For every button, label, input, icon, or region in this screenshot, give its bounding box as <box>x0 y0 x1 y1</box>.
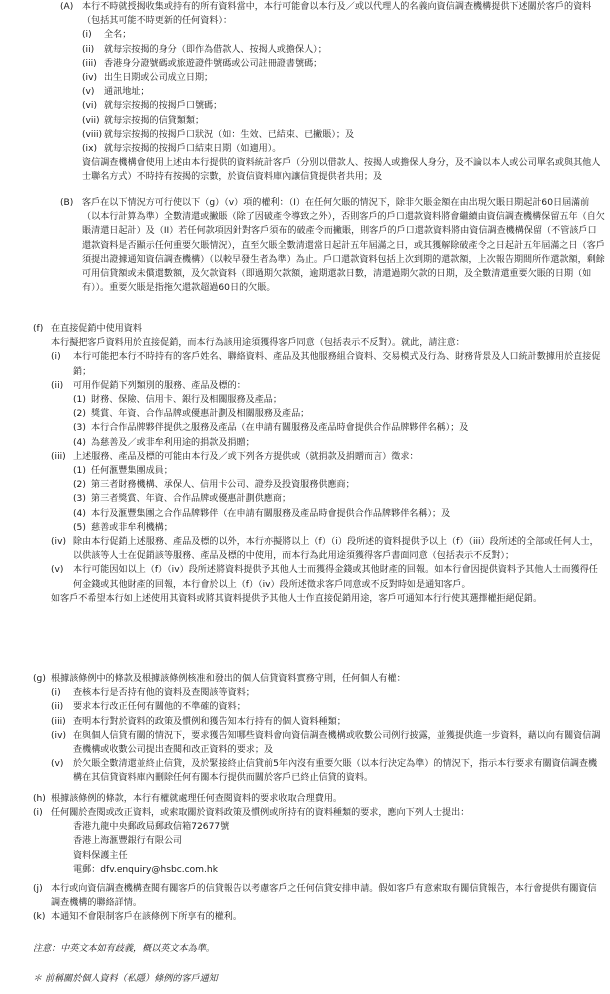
section-g-intro-row <box>33 672 605 686</box>
list-item: (ii) 可用作促銷下列類別的服務、產品及標的： <box>51 380 246 391</box>
sub-item: (4) 本行及滙豐集團之合作品牌夥伴（在申請有關服務及產品時會提供合作品牌夥伴名稱）；及 <box>73 508 451 519</box>
section-f-title-row <box>33 322 605 336</box>
section-i <box>33 806 605 877</box>
sub-item: (1) 任何滙豐集團成員； <box>73 466 173 477</box>
section-j-text: 本行或向資信調查機構查閱有關客戶的信貸報告以考慮客戶之任何信貸安排申請。假如客戶有意索取有關信貸報告，本行會提供有關資信調查機構的聯絡詳情。 <box>51 884 597 909</box>
list-item: (iii) 香港身分證號碼或旅遊證件號碼或公司註冊證書號碼； <box>82 58 323 69</box>
section-label: (A) <box>60 2 74 12</box>
list-item: (ii) 要求本行改正任何有關他的不準確的資料； <box>51 702 246 713</box>
section-f-title: 在直接促銷中使用資料 <box>51 324 142 334</box>
section-k <box>33 910 605 924</box>
contact-email: 電郵：dfv.enquiry@hsbc.com.hk <box>73 864 218 875</box>
section-a <box>60 0 605 185</box>
section-b-row <box>60 196 605 295</box>
sub-item: (3) 本行合作品牌夥伴提供之服務及產品（在申請有關服務及產品時會提供合作品牌夥伴名稱）；及 <box>73 423 469 434</box>
section-f-items <box>51 350 605 591</box>
address-line: 香港九龍中央郵政局郵政信箱72677號 <box>73 822 230 833</box>
section-f-intro: 本行擬把客戶資料用於直接促銷，而本行為該用途須獲得客戶同意（包括表示不反對）。就此，請注意： <box>51 338 465 349</box>
section-a-items <box>82 28 605 156</box>
section-a-intro: 本行不時就授揭收集或持有的所有資料當中，本行可能會以本行及／或以代理人的名義向資信調查機構提供下述關於客戶的資料（包括其可能不時更新的任何資料）： <box>82 2 592 27</box>
section-f-closing: 如客戶不希望本行如上述使用其資料或將其資料提供予其他人士作直接促銷用途，客戶可通知本行行使其選擇權拒絕促銷。 <box>51 593 543 604</box>
list-item: (viii) 就每宗按揭的按揭戶口狀況（如：生效、已結束、已撇賬）；及 <box>82 129 355 140</box>
section-g-items <box>51 686 605 785</box>
sub-list <box>73 393 605 450</box>
section-h <box>33 792 605 806</box>
sub-item: (2) 第三者財務機構、承保人、信用卡公司、證券及投資服務供應商； <box>73 480 355 491</box>
address-line: 資料保護主任 <box>73 850 128 861</box>
section-b-text: 客戶在以下情況方可行使以下（g）（v）項的權利：（I）在任何欠賬的情況下，除非欠賬金額在由出現欠賬日期起計60日屆滿前（以本行計算為準）全數清還或撇賬（除了因破產令導致之外），否則客戶的戶口還款資料將會繼續由資信調查機構保留五年（自欠賬清還日起計）及（II）若任何款項因針對客戶須布的破產令而撇賬，則客戶的戶口還款資料將由資信調查機構保留（不管該戶口還款資料是否顯示任何重要欠賬情況），直至欠賬全數清還當日起計五年屆滿之日，或其獲解除破產令之日起計五年屆滿之日（客戶須提出證據通知資信調查機構）（以較早發生者為準）為止。戶口還款資料包括上次到期的還款額，上次報告期間所作還款額，剩餘可用信貸額或未償還數額，及欠款資料（即過期欠款額，逾期還款日數，清還過期欠款的日期，及全數清還重要欠賬的日期（如有））。重要欠賬是指拖欠還款超過60日的欠賬。 <box>82 198 605 294</box>
address-line: 香港上海滙豐銀行有限公司 <box>73 836 183 847</box>
section-a-intro-row <box>60 0 605 28</box>
section-h-text: 根據該條例的條款，本行有權就處理任何查閱資料的要求收取合理費用。 <box>51 794 343 804</box>
section-j-row <box>33 882 605 910</box>
section-i-text: 任何關於查閱或改正資料，或索取關於資料政策及慣例或所持有的資料種類的要求，應向下列人士提出： <box>51 808 470 818</box>
contact-address <box>73 820 605 877</box>
section-label: (j) <box>33 884 43 894</box>
footnote: ＊ 前稱關於個人資料（私隱）條例的客戶通知 <box>33 974 218 984</box>
sub-item: (3) 第三者獎賞、年資、合作品牌或優惠計劃供應商； <box>73 494 292 505</box>
list-item: (iv) 在與個人信貸有關的情況下，要求獲告知哪些資料會向資信調查機構或收數公司例行披露，並獲提供進一步資料，藉以向有關資信調查機構或收數公司提出查閱和改正資料的要求；及 <box>51 730 601 756</box>
sub-item: (1) 財務、保險、信用卡、銀行及相關服務及產品； <box>73 395 282 406</box>
list-item: (i) 查核本行是否持有他的資料及查閱該等資料； <box>51 688 255 699</box>
sub-item: (5) 慈善或非牟利機構； <box>73 522 173 533</box>
section-j <box>33 882 605 910</box>
section-a-closing: 資信調查機構會使用上述由本行提供的資料統計客戶（分別以借款人、按揭人或擔保人身分，及不論以本人或公司單名或與其他人士聯名方式）不時持有按揭的宗數，於資信資料庫內讓信貸提供者共用；及 <box>82 158 601 183</box>
list-item: (i) 本行可能把本行不時持有的客戶姓名、聯絡資料、產品及其他服務組合資料、交易模式及行為、財務背景及人口統計數據用於直接促銷； <box>51 352 601 377</box>
list-item: (ix) 就每宗按揭的按揭戶口結束日期（如適用）。 <box>82 144 282 155</box>
section-label: (k) <box>33 912 46 922</box>
language-note: 注意：中英文本如有歧義，概以英文本為準。 <box>33 944 215 954</box>
section-b <box>60 196 605 295</box>
sub-list <box>73 464 605 535</box>
list-item: (iv) 除由本行促銷上述服務、產品及標的以外，本行亦擬將以上（f）（i）段所述的資料提供予以上（f）（iii）段所述的全部或任何人士，以供該等人士在促銷該等服務、產品及標的中使用，而本行為此用途須獲得客戶書面同意（包括表示不反對）； <box>51 537 599 562</box>
list-item: (iii) 查明本行對於資料的政策及慣例和獲告知本行持有的個人資料種類； <box>51 716 346 727</box>
section-label: (g) <box>33 674 46 684</box>
section-h-row <box>33 792 605 806</box>
list-item: (ii) 就每宗按揭的身分（即作為借款人、按揭人或擔保人）； <box>82 44 327 55</box>
list-item: (iv) 出生日期或公司成立日期； <box>82 73 214 84</box>
list-item: (iii) 上述服務、產品及標的可能由本行及／或下列各方提供或（就捐款及捐贈而言）徵求： <box>51 451 419 462</box>
list-item: (v) 於欠賬全數清還並終止信貸，及於緊接終止信貸前5年內沒有重要欠賬（以本行決定為準）的情況下，指示本行要求有關資信調查機構在其信貸資料庫內刪除任何有關本行提供而關於客戶已終止信貸的資料。 <box>51 759 598 784</box>
section-f <box>33 322 605 606</box>
section-k-text: 本通知不會限制客戶在該條例下所享有的權利。 <box>51 912 242 922</box>
sub-item: (2) 獎賞、年資、合作品牌或優惠計劃及相關服務及產品； <box>73 409 310 420</box>
list-item: (v) 通訊地址； <box>82 87 150 98</box>
section-label: (f) <box>33 324 44 334</box>
section-g <box>33 672 605 786</box>
section-i-row <box>33 806 605 820</box>
list-item: (vi) 就每宗按揭的按揭戶口號碼； <box>82 101 223 112</box>
list-item: (vii) 就每宗按揭的信貸類類； <box>82 115 205 126</box>
section-label: (B) <box>60 198 74 208</box>
section-k-row <box>33 910 605 924</box>
section-label: (h) <box>33 794 46 804</box>
section-label: (i) <box>33 808 43 818</box>
list-item: (v) 本行可能因如以上（f）（iv）段所述將資料提供予其他人士而獲得金錢或其他財產的回報。如本行會因提供資料予其他人士而獲得任何金錢或其他財產的回報，本行會於以上（f）（iv）段所述徵求客戶同意或不反對時如是通知客戶。 <box>51 565 598 590</box>
section-g-intro: 根據該條例中的條款及根據該條例核准和發出的個人信貸資料實務守則，任何個人有權： <box>51 674 406 684</box>
list-item: (i) 全名； <box>82 30 132 41</box>
sub-item: (4) 為慈善及／或非牟利用途的捐款及捐贈； <box>73 437 255 448</box>
